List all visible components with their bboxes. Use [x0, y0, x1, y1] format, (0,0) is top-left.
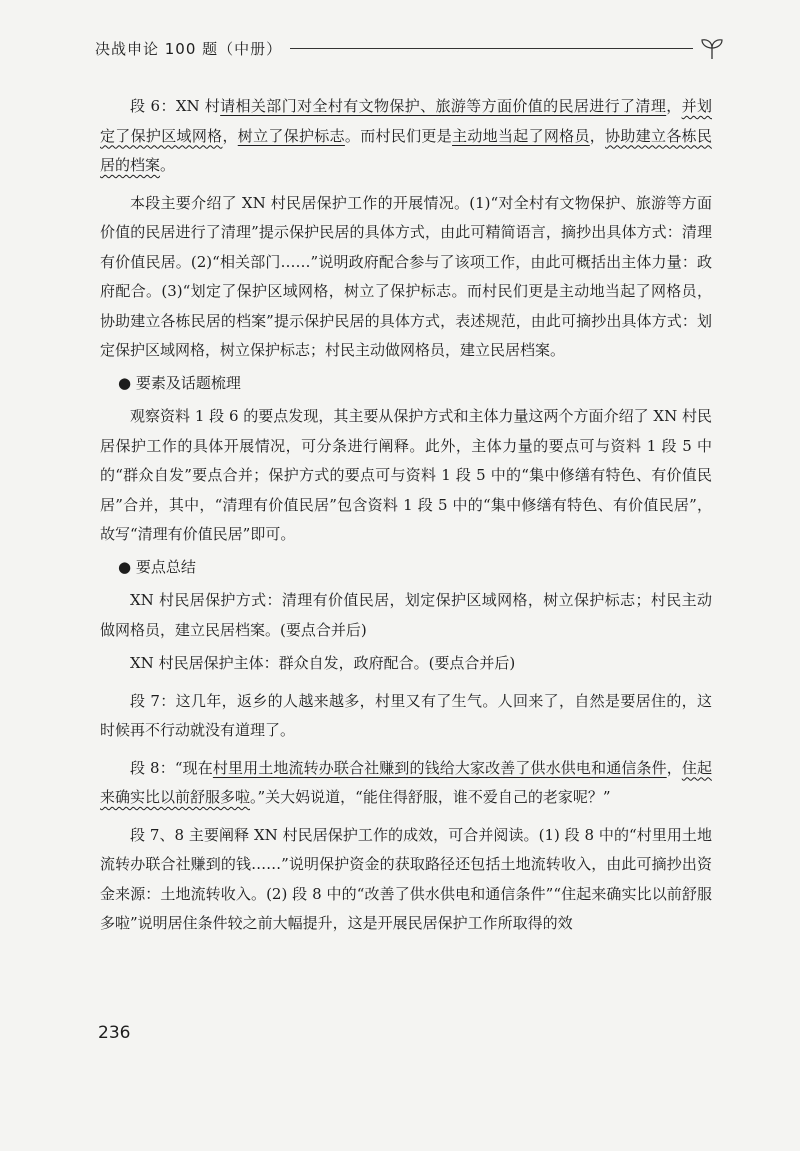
paragraph-6	[100, 92, 712, 181]
paragraph-8	[100, 754, 712, 813]
page-header	[95, 34, 725, 62]
summary-line-1: XN 村民居保护方式：清理有价值民居，划定保护区域网格，树立保护标志；村民主动做网格员，建立民居档案。(要点合并后)	[100, 591, 712, 639]
punct: ，	[666, 97, 682, 115]
sprout-icon	[699, 36, 725, 60]
underlined-phrase: 村里用土地流转办联合社赚到的钱给大家改善了供水供电和通信条件	[212, 758, 667, 777]
punct: 。	[160, 156, 176, 174]
punct: ，	[222, 126, 238, 145]
underlined-phrase: 树立了保护标志	[237, 126, 345, 145]
wavy-underlined-phrase: 并划定了保护区域网格	[100, 97, 712, 145]
summary-line-2: XN 村民居保护主体：群众自发，政府配合。(要点合并后)	[130, 654, 516, 672]
text-run: 。而村民们更是	[344, 126, 453, 145]
para6-lead: 段 6：XN 村	[130, 97, 221, 115]
book-title: 决战申论 100 题（中册）	[95, 39, 283, 58]
heading-summary: ● 要点总结	[118, 557, 196, 576]
para8-lead: 段 8：“现在	[130, 758, 213, 777]
underlined-phrase: 请相关部门对全村有文物保护、旅游等方面价值的民居进行了清理	[220, 97, 667, 115]
wavy-underlined-phrase: 协助建立各栋民居的档案	[100, 126, 712, 174]
text-run: 。”关大妈说道，“能住得舒服，谁不爱自己的老家呢？”	[250, 788, 611, 806]
analysis-paragraph-6: 本段主要介绍了 XN 村民居保护工作的开展情况。(1)“对全村有文物保护、旅游等方面价值的民居进行了清理”提示保护民居的具体方式，由此可精简语言，摘抄出具体方式：清理有价值民居。(2)“相关部门……”说明政府配合参与了该项工作，由此可概括出主体力量：政府配合。(3)“划定了保护区域网格，树立了保护标志。而村民们更是主动地当起了网格员，协助建立各栋民居的档案”提示保护民居的具体方式，表述规范，由此可摘抄出具体方式：划定保护区域网格，树立保护标志；村民主动做网格员，建立民居档案。	[100, 193, 712, 359]
elements-paragraph: 观察资料 1 段 6 的要点发现，其主要从保护方式和主体力量这两个方面介绍了 XN 村民居保护工作的具体开展情况，可分条进行阐释。此外，主体力量的要点可与资料 1 段 5 中的“群众自发”要点合并；保护方式的要点可与资料 1 段 5 中的“集中修缮有特色、有价值民居”合并，其中，“清理有价值民居”包含资料 1 段 5 中的“集中修缮有特色、有价值民居”，故写“清理有价值民居”即可。	[100, 407, 712, 543]
punct: ，	[666, 758, 682, 777]
page-body	[100, 92, 712, 939]
wavy-underlined-phrase: 住起来确实比以前舒服多啦	[100, 758, 712, 806]
analysis-paragraph-7-8: 段 7、8 主要阐释 XN 村民居保护工作的成效，可合并阅读。(1) 段 8 中的“村里用土地流转办联合社赚到的钱……”说明保护资金的获取路径还包括土地流转收入，由此可摘抄出资金来源：土地流转收入。(2) 段 8 中的“改善了供水供电和通信条件”“住起来确实比以前舒服多啦”说明居住条件较之前大幅提升，这是开展民居保护工作所取得的效	[100, 825, 712, 932]
paragraph-7: 段 7：这几年，返乡的人越来越多，村里又有了生气。人回来了，自然是要居住的，这时候再不行动就没有道理了。	[100, 691, 712, 739]
header-rule	[290, 48, 693, 49]
heading-elements: ● 要素及话题梳理	[118, 373, 241, 392]
page-number: 236	[98, 1023, 131, 1043]
punct: ，	[589, 126, 606, 145]
underlined-phrase: 主动地当起了网格员	[452, 126, 590, 145]
